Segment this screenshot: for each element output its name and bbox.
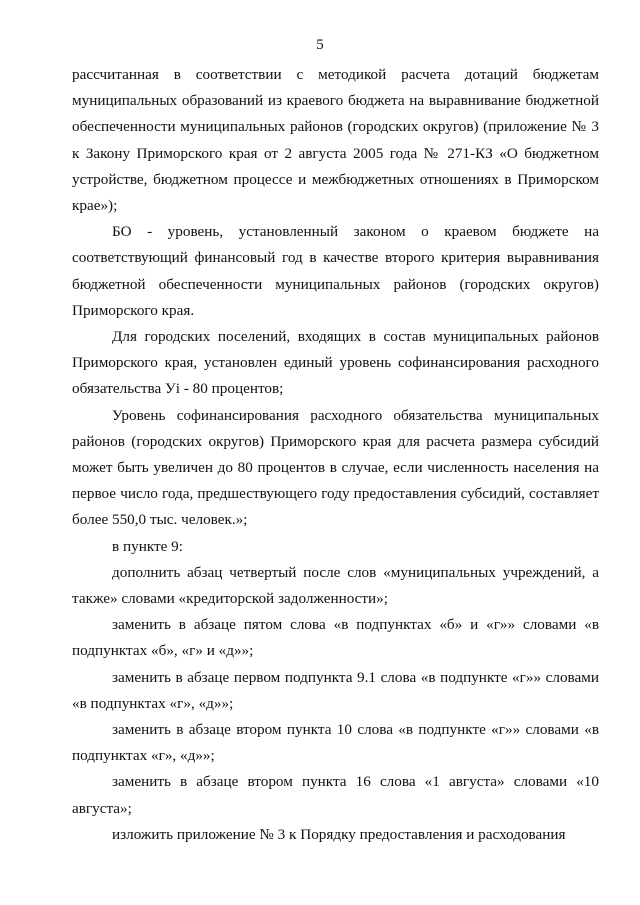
paragraph-11: изложить приложение № 3 к Порядку предоставления и расходования [112, 825, 566, 843]
paragraph-1: рассчитанная в соответствии с методикой расчета дотаций бюджетам муниципальных образований из краевого бюджета на выравнивание бюджетной обеспеченности муниципальных районов (городских округов) (приложение № 3 к Закону Приморского края от 2 августа 2005 года № 271-КЗ «О бюджетном устройстве, бюджетном процессе и межбюджетных отношениях в Приморском крае»); [72, 66, 599, 215]
paragraph-8: заменить в абзаце первом подпункта 9.1 слова «в подпункте «г»» словами «в подпунктах «г», «д»»; [72, 668, 599, 712]
document-body [72, 62, 599, 848]
paragraph-5: в пункте 9: [112, 537, 183, 555]
paragraph-6: дополнить абзац четвертый после слов «муниципальных учреждений, а также» словами «кредиторской задолженности»; [72, 563, 599, 608]
paragraph-3: Для городских поселений, входящих в состав муниципальных районов Приморского края, установлен единый уровень софинансирования расходного обязательства Уi - 80 процентов; [72, 328, 599, 398]
page-number: 5 [316, 37, 324, 53]
paragraph-7: заменить в абзаце пятом слова «в подпунктах «б» и «г»» словами «в подпунктах «б», «г» и «д»»; [72, 616, 599, 660]
paragraph-4: Уровень софинансирования расходного обязательства муниципальных районов (городских округов) Приморского края для расчета размера субсидий может быть увеличен до 80 процентов в случае, если численность населения на первое число года, предшествующего году предоставления субсидий, составляет более 550,0 тыс. человек.»; [72, 406, 599, 529]
paragraph-2: БО - уровень, установленный законом о краевом бюджете на соответствующий финансовый год в качестве второго критерия выравнивания бюджетной обеспеченности муниципальных районов (городских округов) Приморского края. [72, 223, 599, 319]
paragraph-9: заменить в абзаце втором пункта 10 слова «в подпункте «г»» словами «в подпунктах «г», «д»»; [72, 721, 599, 765]
paragraph-10: заменить в абзаце втором пункта 16 слова «1 августа» словами «10 августа»; [72, 773, 599, 817]
